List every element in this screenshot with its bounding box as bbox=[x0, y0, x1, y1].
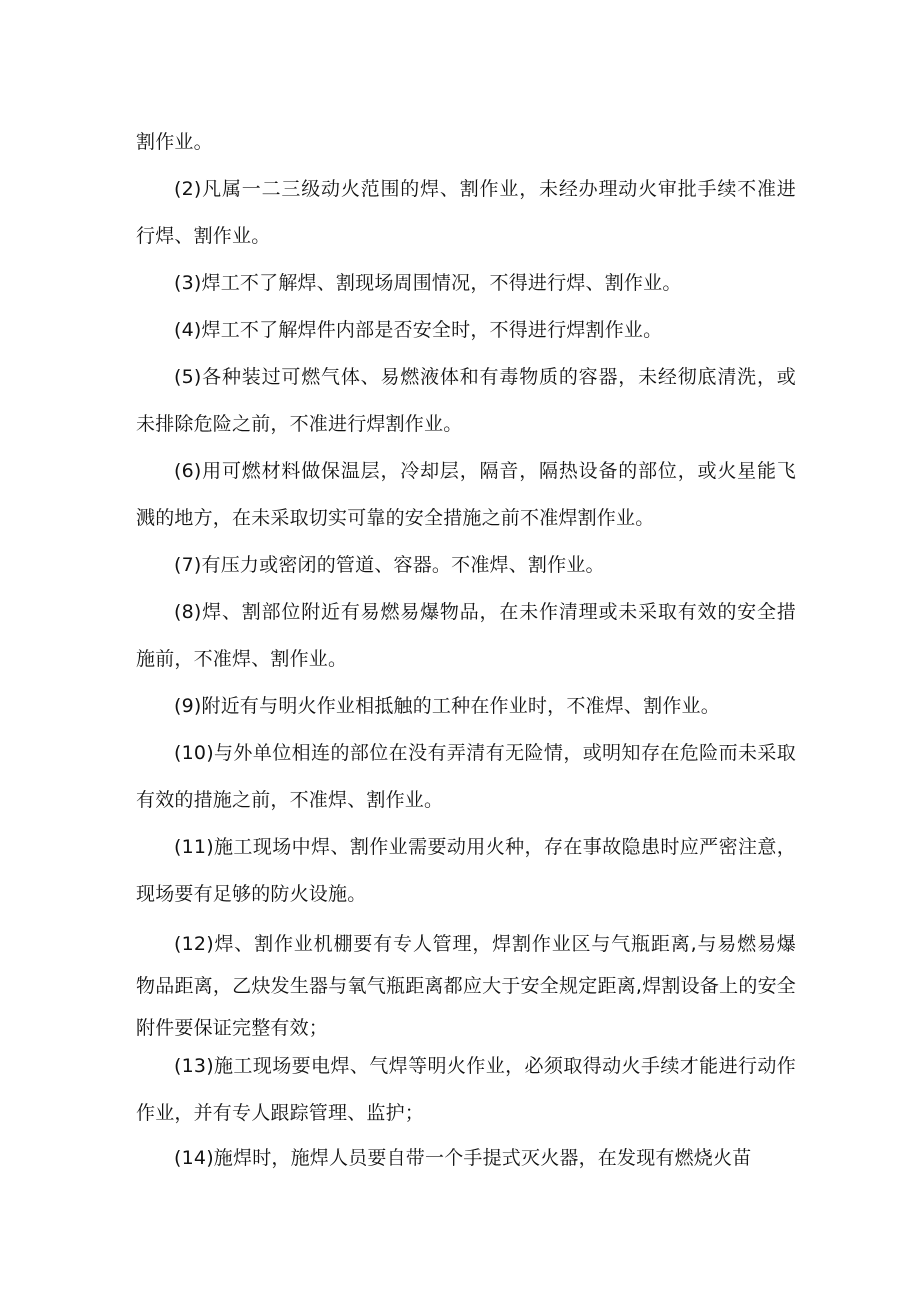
paragraph-item-12: (12)焊、割作业机棚要有专人管理，焊割作业区与气瓶距离,与易燃易爆物品距离，乙炔发生器与氧气瓶距离都应大于安全规定距离,焊割设备上的安全附件要保证完整有效； bbox=[136, 933, 796, 1039]
paragraph-continuation: 割作业。 bbox=[136, 131, 213, 153]
paragraph-item-14: (14)施焊时，施焊人员要自带一个手提式灭火器，在发现有燃烧火苗 bbox=[174, 1147, 752, 1169]
paragraph-item-10: (10)与外单位相连的部位在没有弄清有无险情，或明知存在危险而未采取有效的措施之前，不准焊、割作业。 bbox=[136, 742, 796, 811]
paragraph-item-13: (13)施工现场要电焊、气焊等明火作业，必须取得动火手续才能进行动作作业，并有专人跟踪管理、监护； bbox=[136, 1055, 796, 1124]
paragraph-item-6: (6)用可燃材料做保温层，冷却层，隔音，隔热设备的部位，或火星能飞溅的地方，在未采取切实可靠的安全措施之前不准焊割作业。 bbox=[136, 460, 796, 529]
paragraph-item-5: (5)各种装过可燃气体、易燃液体和有毒物质的容器，未经彻底清洗，或未排除危险之前，不准进行焊割作业。 bbox=[136, 366, 796, 435]
paragraph-item-3: (3)焊工不了解焊、割现场周围情况，不得进行焊、割作业。 bbox=[174, 272, 682, 294]
paragraph-item-2: (2)凡属一二三级动火范围的焊、割作业，未经办理动火审批手续不准进行焊、割作业。 bbox=[136, 178, 796, 247]
paragraph-item-4: (4)焊工不了解焊件内部是否安全时，不得进行焊割作业。 bbox=[174, 319, 663, 341]
paragraph-item-8: (8)焊、割部位附近有易燃易爆物品，在未作清理或未采取有效的安全措施前，不准焊、割作业。 bbox=[136, 601, 796, 670]
paragraph-item-7: (7)有压力或密闭的管道、容器。不准焊、割作业。 bbox=[174, 554, 605, 576]
paragraph-item-9: (9)附近有与明火作业相抵触的工种在作业时，不准焊、割作业。 bbox=[174, 695, 720, 717]
paragraph-item-11: (11)施工现场中焊、割作业需要动用火种，存在事故隐患时应严密注意，现场要有足够的防火设施。 bbox=[136, 836, 796, 905]
